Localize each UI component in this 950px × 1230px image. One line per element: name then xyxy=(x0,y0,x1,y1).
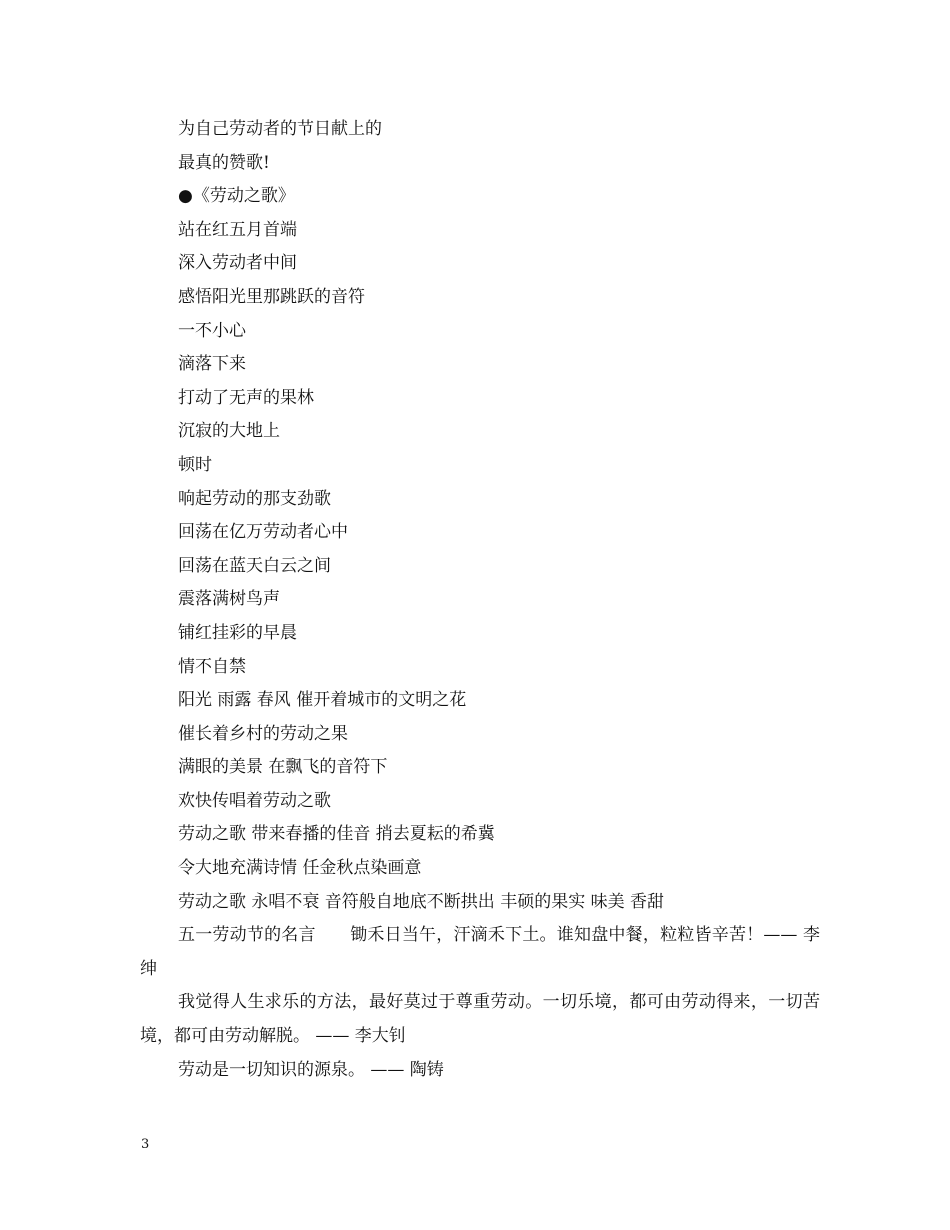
poem-line: 感悟阳光里那跳跃的音符 xyxy=(178,286,365,307)
poem-line: 顿时 xyxy=(178,454,212,475)
poem-line: 滴落下来 xyxy=(178,354,246,375)
poem-line: 铺红挂彩的早晨 xyxy=(178,622,297,643)
poem-line: 欢快传唱着劳动之歌 xyxy=(178,790,331,811)
poem-line: 情不自禁 xyxy=(178,656,246,677)
poem-line: 令大地充满诗情 任金秋点染画意 xyxy=(178,858,422,879)
poem-line: 回荡在亿万劳动者心中 xyxy=(178,522,348,543)
poem-line: 劳动之歌 带来春播的佳音 捎去夏耘的希冀 xyxy=(178,824,495,845)
poem-line: 响起劳动的那支劲歌 xyxy=(178,488,331,509)
quote-paragraph: 我觉得人生求乐的方法，最好莫过于尊重劳动。一切乐境，都可由劳动得来，一切苦境，都可由劳动解脱。 —— 李大钊 xyxy=(140,992,820,1047)
poem-line: 打动了无声的果林 xyxy=(178,387,314,408)
page-number: 3 xyxy=(141,1137,150,1152)
quote-paragraph: 劳动是一切知识的源泉。 —— 陶铸 xyxy=(178,1059,444,1080)
poem-title: ●《劳动之歌》 xyxy=(178,186,295,207)
poem-line: 深入劳动者中间 xyxy=(178,253,297,274)
poem-line: 劳动之歌 永唱不衰 音符般自地底不断拱出 丰硕的果实 味美 香甜 xyxy=(178,891,665,912)
poem-line: 震落满树鸟声 xyxy=(178,589,280,610)
poem-line: 回荡在蓝天白云之间 xyxy=(178,555,331,576)
poem-line: 为自己劳动者的节日献上的 xyxy=(178,119,382,139)
poem-line: 最真的赞歌! xyxy=(178,152,270,173)
poem-line: 催长着乡村的劳动之果 xyxy=(178,723,348,744)
poem-line: 沉寂的大地上 xyxy=(178,421,280,442)
poem-line: 站在红五月首端 xyxy=(178,219,297,240)
quote-paragraph: 五一劳动节的名言 锄禾日当午，汗滴禾下土。谁知盘中餐，粒粒皆辛苦！—— 李绅 xyxy=(140,925,820,979)
poem-line: 阳光 雨露 春风 催开着城市的文明之花 xyxy=(178,690,467,711)
poem-line: 满眼的美景 在飘飞的音符下 xyxy=(178,757,388,778)
document-body xyxy=(140,113,820,1087)
poem-line: 一不小心 xyxy=(178,320,246,341)
